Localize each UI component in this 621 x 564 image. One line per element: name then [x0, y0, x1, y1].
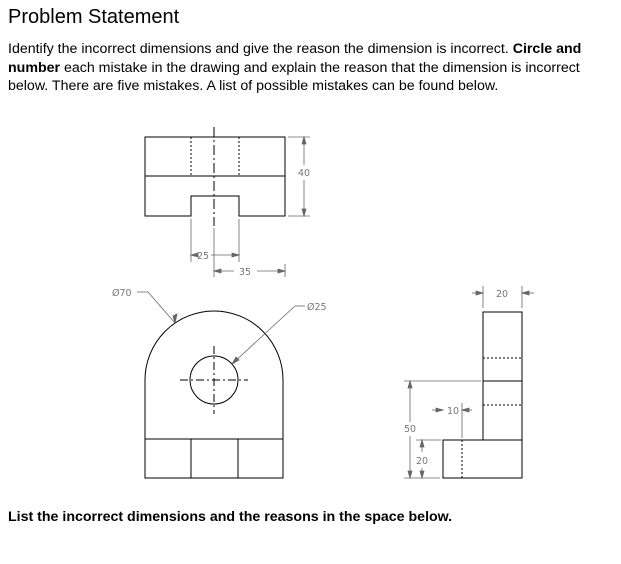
dim-label-50: 50 — [404, 424, 417, 435]
dim-label-20-base: 20 — [416, 456, 429, 467]
dim-label-35: 35 — [239, 267, 252, 278]
side-view-outline — [483, 312, 522, 440]
dim-label-outer-diameter: Ø70 — [112, 288, 132, 299]
top-view — [145, 127, 285, 226]
side-view — [443, 312, 522, 478]
dim-label-hole-diameter: Ø25 — [307, 302, 327, 313]
dim-label-20-top: 20 — [496, 289, 509, 300]
instructions-text-2: each mistake in the drawing and explain the reason that the dimension is incorrect below. There are five mistakes. A list of possible mistakes can be found below. — [8, 59, 580, 95]
leader-outer-diameter — [137, 292, 177, 323]
leader-hole-diameter — [232, 306, 305, 364]
instructions-text-1: Identify the incorrect dimensions and give the reason the dimension is incorrect. — [8, 41, 513, 57]
dim-label-40: 40 — [298, 168, 311, 179]
dim-label-10: 10 — [447, 406, 460, 417]
side-view-base — [443, 440, 522, 478]
dim-label-25: 25 — [197, 251, 210, 262]
answer-instructions: List the incorrect dimensions and the reasons in the space below. — [8, 509, 453, 525]
page-title: Problem Statement — [8, 6, 180, 28]
instructions-bold-text: Circle and number — [8, 41, 582, 76]
